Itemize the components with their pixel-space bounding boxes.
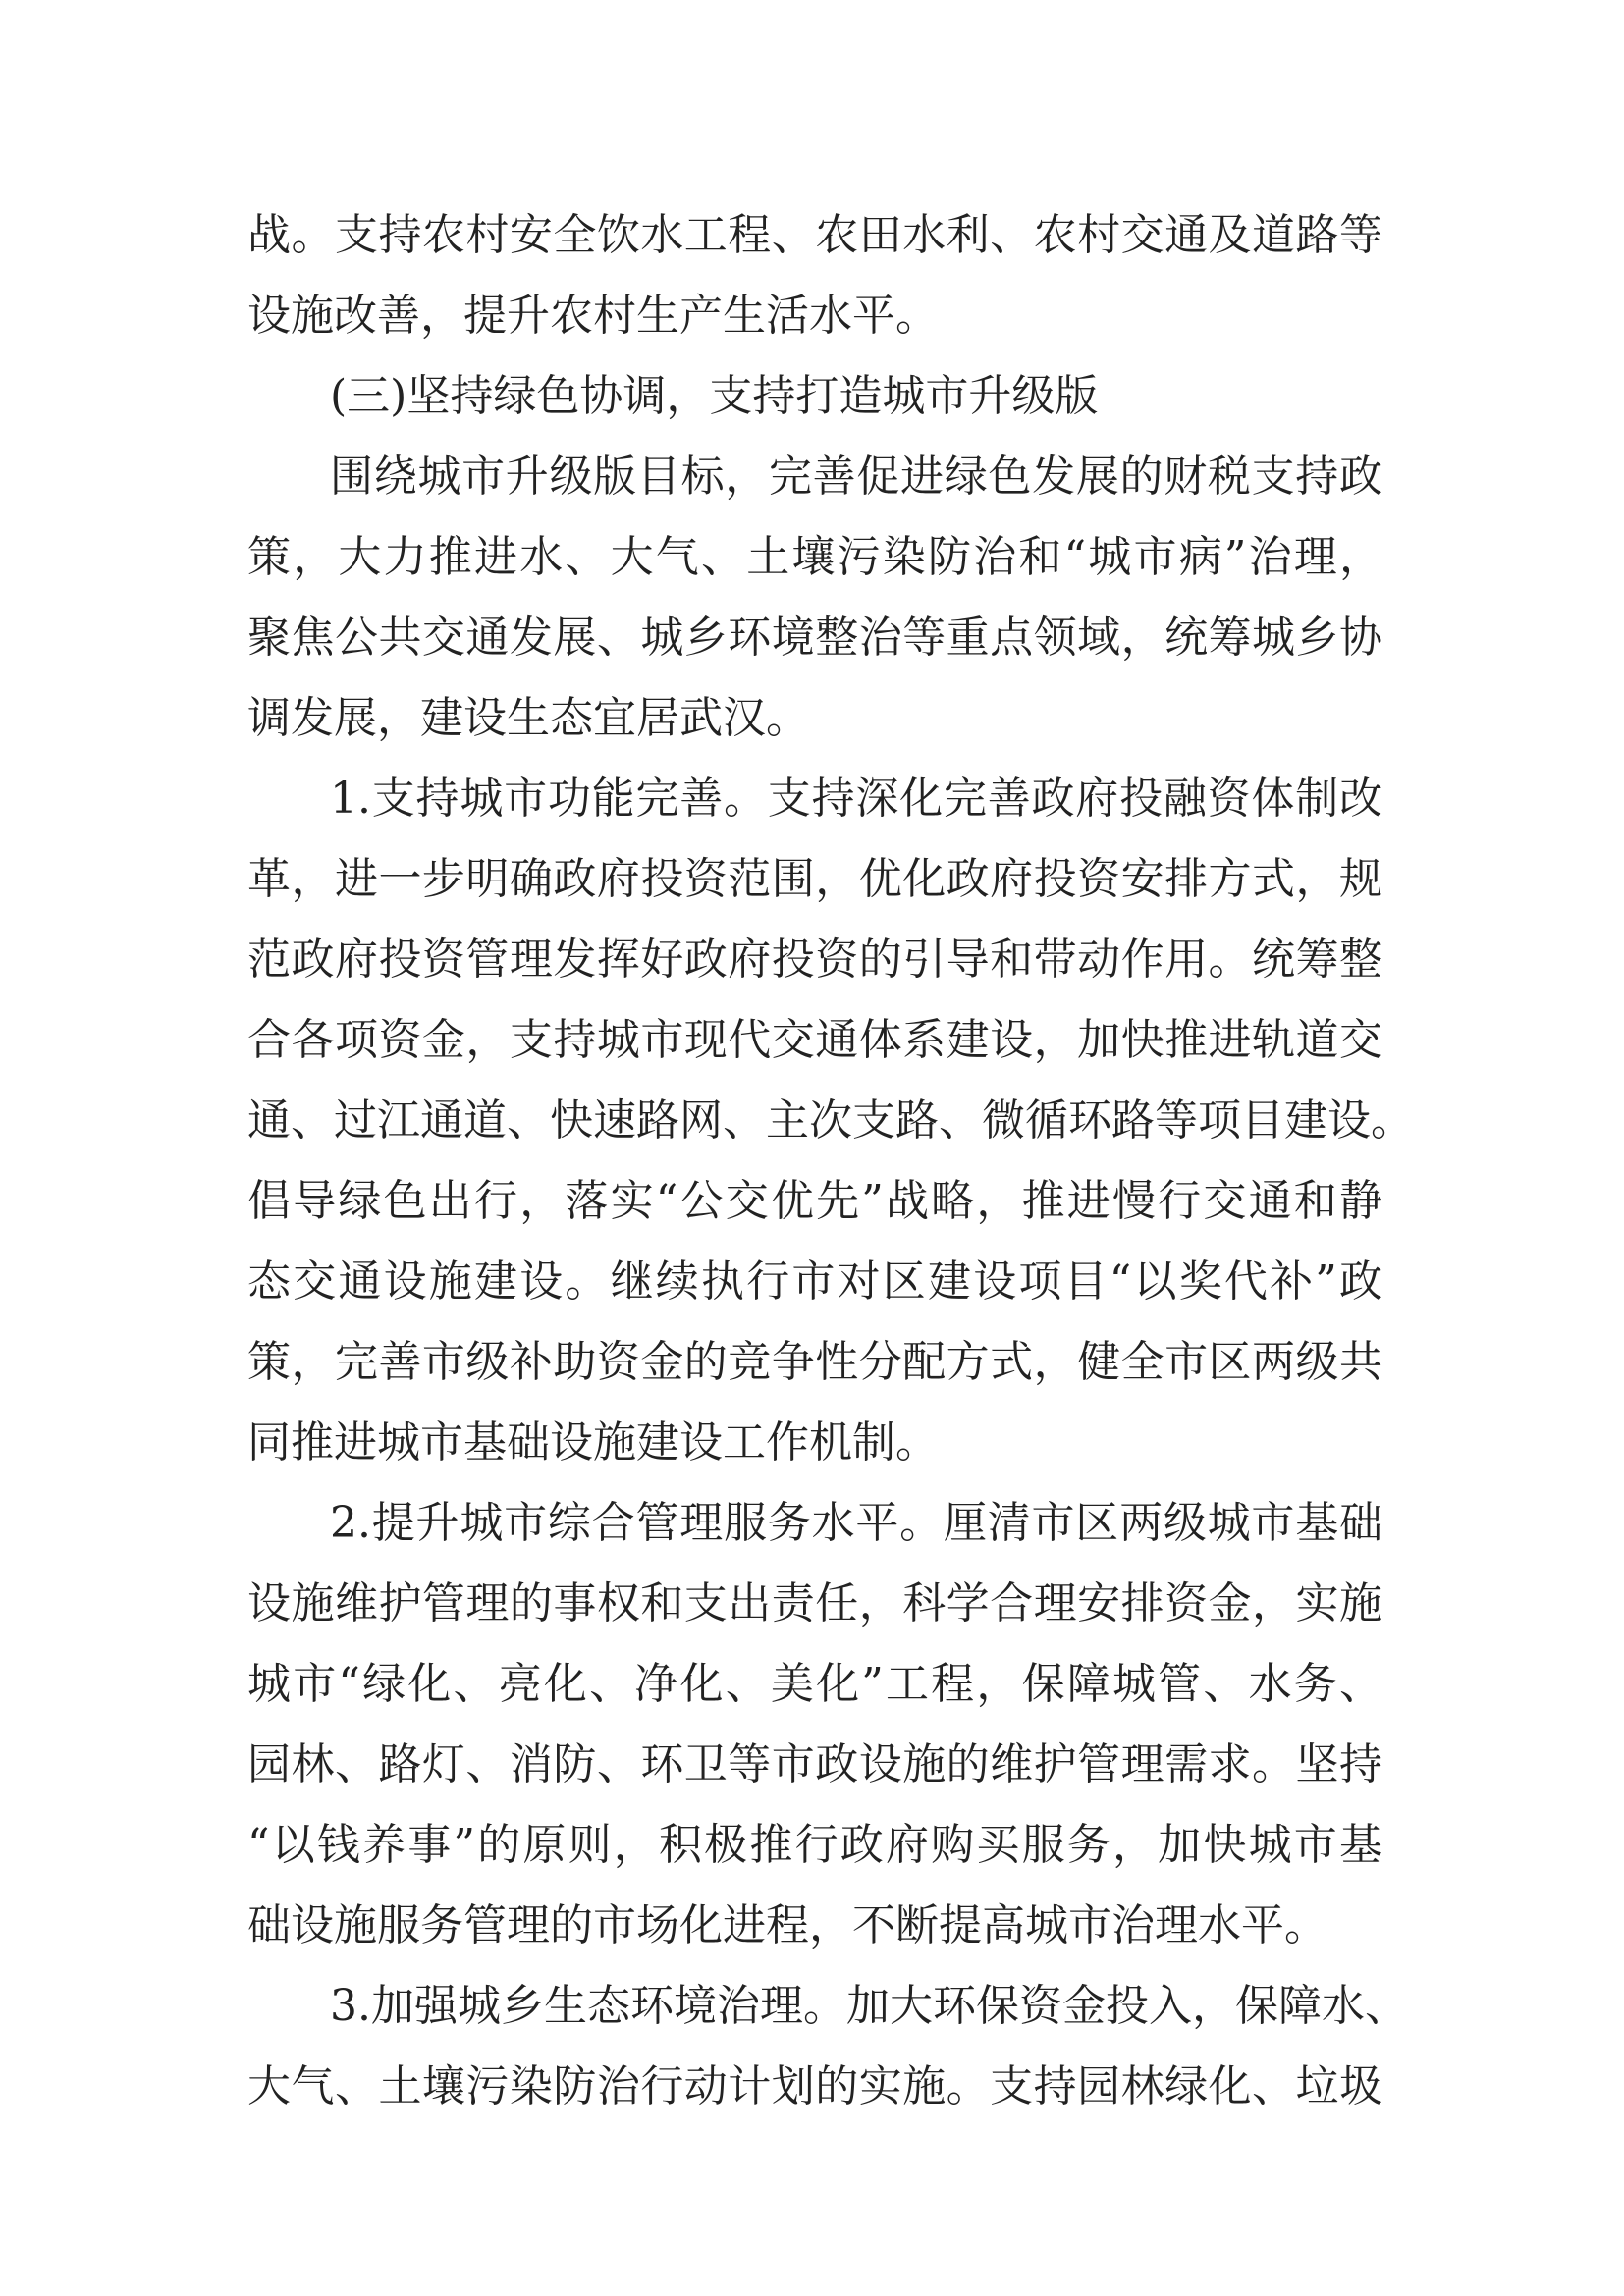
text-line: 围绕城市升级版目标，完善促进绿色发展的财税支持政 bbox=[330, 452, 1382, 502]
text-line: 战。支持农村安全饮水工程、农田水利、农村交通及道路等 bbox=[247, 210, 1382, 260]
text-line: 2.提升城市综合管理服务水平。厘清市区两级城市基础 bbox=[330, 1498, 1382, 1548]
text-line: 设施维护管理的事权和支出责任，科学合理安排资金，实施 bbox=[247, 1578, 1382, 1629]
text-line: 策，完善市级补助资金的竞争性分配方式，健全市区两级共 bbox=[247, 1337, 1382, 1387]
text-line: 城市“绿化、亮化、净化、美化”工程，保障城管、水务、 bbox=[247, 1659, 1382, 1709]
text-line: 通、过江通道、快速路网、主次支路、微循环路等项目建设。 bbox=[247, 1095, 1414, 1146]
text-line: 园林、路灯、消防、环卫等市政设施的维护管理需求。坚持 bbox=[247, 1739, 1382, 1789]
text-line: 1.支持城市功能完善。支持深化完善政府投融资体制改 bbox=[330, 774, 1382, 824]
text-line: “以钱养事”的原则，积极推行政府购买服务，加快城市基 bbox=[247, 1820, 1382, 1870]
text-line: 合各项资金，支持城市现代交通体系建设，加快推进轨道交 bbox=[247, 1015, 1382, 1065]
text-line: 革，进一步明确政府投资范围，优化政府投资安排方式，规 bbox=[247, 854, 1382, 904]
text-line: 3.加强城乡生态环境治理。加大环保资金投入，保障水、 bbox=[330, 1981, 1408, 2031]
text-line: 聚焦公共交通发展、城乡环境整治等重点领域，统筹城乡协 bbox=[247, 613, 1382, 663]
text-line: 础设施服务管理的市场化进程，不断提高城市治理水平。 bbox=[247, 1900, 1327, 1950]
text-line: 同推进城市基础设施建设工作机制。 bbox=[247, 1417, 939, 1468]
text-line: 设施改善，提升农村生产生活水平。 bbox=[247, 291, 939, 341]
text-line: 策，大力推进水、大气、土壤污染防治和“城市病”治理， bbox=[247, 532, 1382, 582]
text-line: 调发展，建设生态宜居武汉。 bbox=[247, 693, 809, 743]
text-line: 态交通设施建设。继续执行市对区建设项目“以奖代补”政 bbox=[247, 1256, 1382, 1307]
section-heading: (三)坚持绿色协调，支持打造城市升级版 bbox=[330, 371, 1099, 421]
text-line: 倡导绿色出行，落实“公交优先”战略，推进慢行交通和静 bbox=[247, 1176, 1382, 1226]
text-line: 范政府投资管理发挥好政府投资的引导和带动作用。统筹整 bbox=[247, 934, 1382, 985]
text-line: 大气、土壤污染防治行动计划的实施。支持园林绿化、垃圾 bbox=[247, 2061, 1382, 2111]
